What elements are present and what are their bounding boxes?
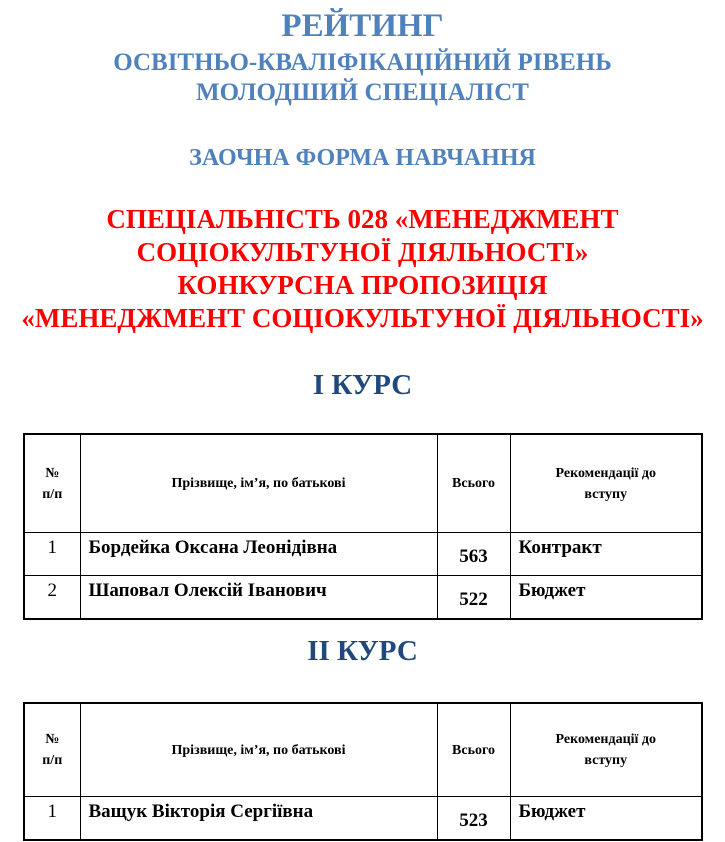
course-1-heading: I КУРС [312,369,413,401]
header-total: Всього [437,434,510,533]
header-num-line2: п/п [42,753,63,768]
header-num-line1: № [45,732,60,747]
course-2-table [23,702,703,841]
table-header-row [24,703,702,797]
row-total: 522 [437,576,510,620]
course-2-heading: II КУРС [307,635,418,667]
header-num [24,434,80,533]
row-name: Ващук Вікторія Сергіївна [80,797,437,841]
header-num-line2: п/п [42,486,63,502]
header-num [24,703,80,797]
page-title: РЕЙТИНГ [281,8,444,44]
row-recommendation: Бюджет [510,797,702,841]
row-total: 563 [437,533,510,576]
header-name: Прізвище, ім’я, по батькові [80,434,437,533]
row-name: Шаповал Олексій Іванович [80,576,437,620]
row-recommendation: Бюджет [510,576,702,620]
course-1-table [23,433,703,620]
qualification-level-line2: МОЛОДШИЙ СПЕЦІАЛІСТ [196,79,529,106]
table-row [24,797,702,841]
header-name: Прізвище, ім’я, по батькові [80,703,437,797]
proposal-line1: КОНКУРСНА ПРОПОЗИЦІЯ [177,270,548,300]
header-rec-line1: Рекомендації до [555,732,657,747]
header-rec-line2: вступу [584,486,628,502]
header-recommendation [510,434,702,533]
study-form-heading: ЗАОЧНА ФОРМА НАВЧАННЯ [189,145,536,171]
row-num: 2 [24,576,80,620]
header-rec-line2: вступу [584,753,628,768]
header-total: Всього [437,703,510,797]
table-row [24,533,702,576]
header-rec-line1: Рекомендації до [555,465,657,481]
specialty-line1: СПЕЦІАЛЬНІСТЬ 028 «МЕНЕДЖМЕНТ [106,204,619,234]
header-recommendation [510,703,702,797]
qualification-level-line1: ОСВІТНЬО-КВАЛІФІКАЦІЙНИЙ РІВЕНЬ [113,49,612,76]
table-header-row [24,434,702,533]
row-recommendation: Контракт [510,533,702,576]
specialty-line2: СОЦІОКУЛЬТУНОЇ ДІЯЛЬНОСТІ» [136,237,589,267]
row-num: 1 [24,533,80,576]
proposal-line2: «МЕНЕДЖМЕНТ СОЦІОКУЛЬТУНОЇ ДІЯЛЬНОСТІ» [21,303,704,333]
row-num: 1 [24,797,80,841]
row-name: Бордейка Оксана Леонідівна [80,533,437,576]
row-total: 523 [437,797,510,841]
header-num-line1: № [45,465,60,481]
table-row [24,576,702,620]
